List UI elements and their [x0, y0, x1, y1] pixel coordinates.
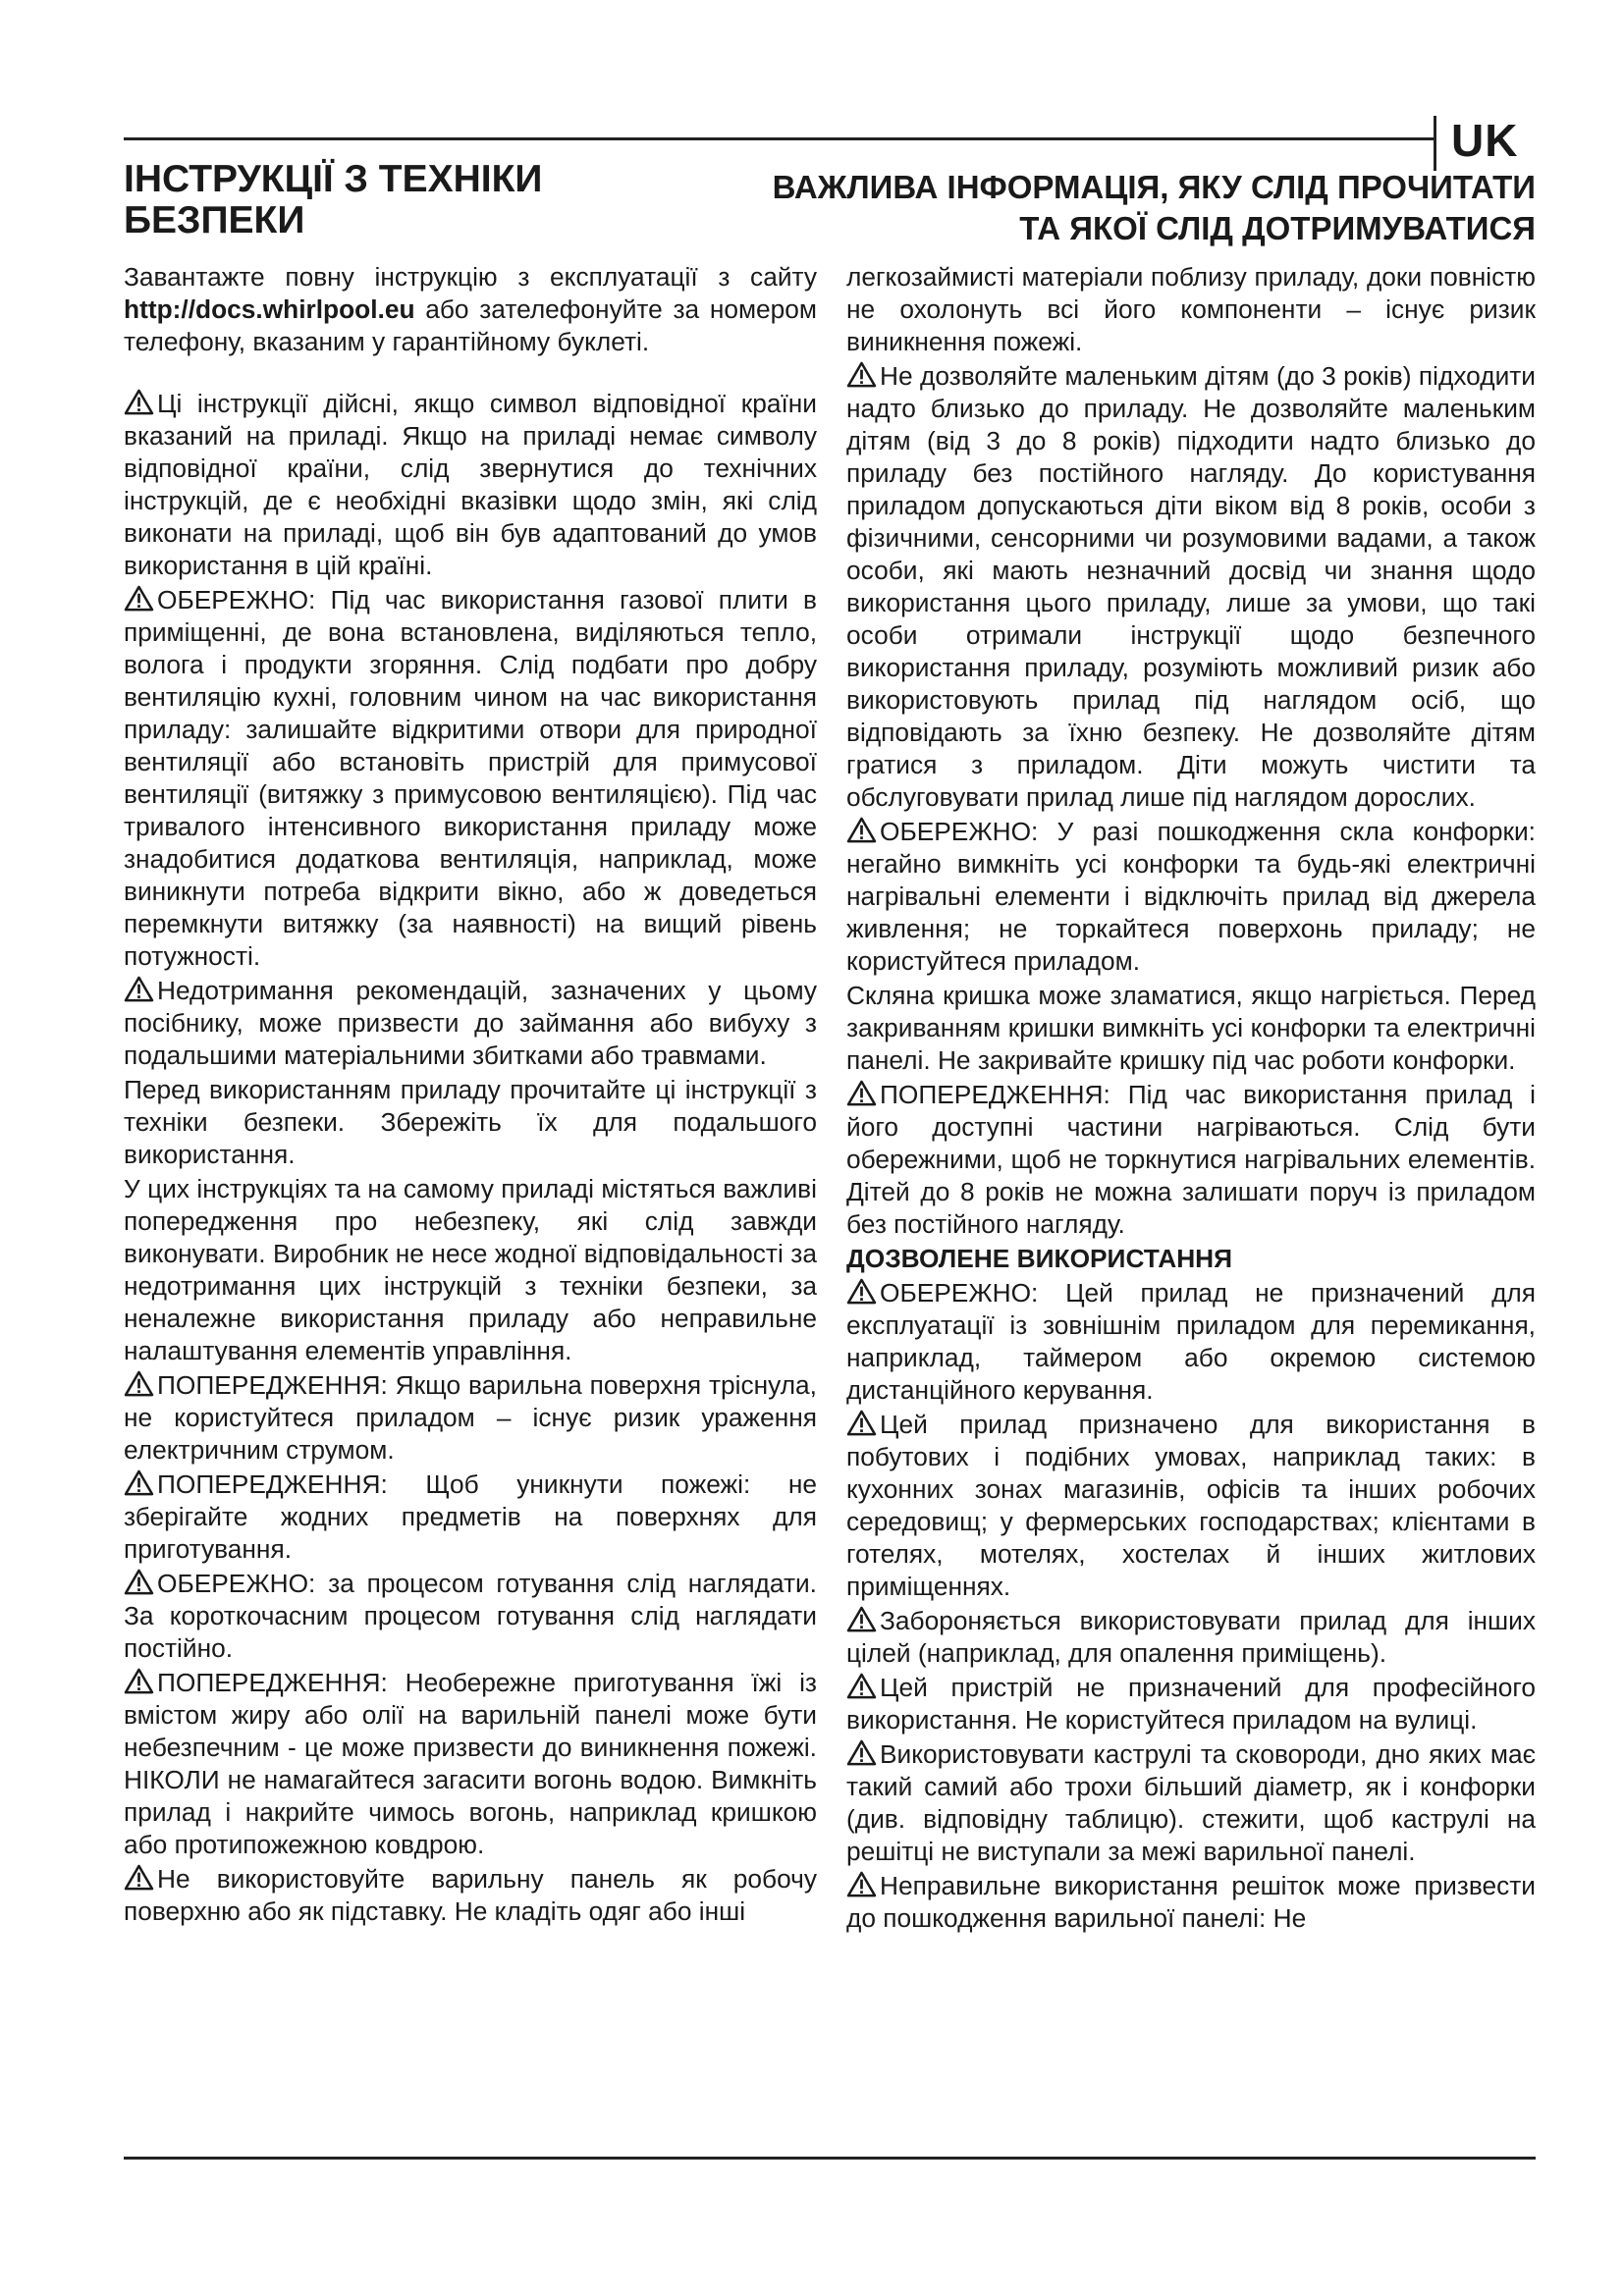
header-divider — [1434, 116, 1436, 171]
warning-icon — [124, 1370, 154, 1397]
subtitle-line-2: ТА ЯКОЇ СЛІД ДОТРИМУВАТИСЯ — [1019, 210, 1536, 246]
right-column — [846, 261, 1536, 1937]
warning-icon — [846, 1080, 877, 1106]
text-paragraph: Перед використанням приладу прочитайте ці інструкції з техніки безпеки. Збережіть їх для подальшого використання. — [124, 1075, 817, 1169]
warning-paragraph: Недотримання рекомендацій, зазначених у цьому посібнику, може призвести до займання або вибуху з подальшими матеріальними збитками або травмами. — [124, 976, 817, 1070]
warning-icon — [846, 1673, 877, 1699]
permitted-use-heading: ДОЗВОЛЕНЕ ВИКОРИСТАННЯ — [846, 1244, 1233, 1273]
intro-paragraph: Завантажте повну інструкцію з експлуатації з сайту http://docs.whirlpool.eu або зателефонуйте за номером телефону, вказаним у гарантійному буклеті. — [124, 262, 817, 356]
warning-paragraph: ПОПЕРЕДЖЕННЯ: Під час використання прилад і його доступні частини нагріваються. Слід бути обережними, щоб не торкнутися нагрівальних елементів. Дітей до 8 років не можна залишати поруч із приладом без постійного нагляду. — [846, 1080, 1536, 1239]
warning-paragraph: ПОПЕРЕДЖЕННЯ: Щоб уникнути пожежі: не зберігайте жодних предметів на поверхнях для приготування. — [124, 1469, 817, 1564]
warning-paragraph: Не використовуйте варильну панель як робочу поверхню або як підставку. Не кладіть одяг або інші — [124, 1864, 817, 1926]
text-paragraph: легкозаймисті матеріали поблизу приладу, доки повністю не охолонуть всі його компоненти – існує ризик виникнення пожежі. — [846, 262, 1536, 356]
top-rule — [124, 137, 1434, 140]
docs-link[interactable]: http://docs.whirlpool.eu — [124, 294, 415, 324]
language-code: UK — [1451, 115, 1519, 166]
text-paragraph: Скляна кришка може зламатися, якщо нагріється. Перед закриванням кришки вимкніть усі конфорки та електричні панелі. Не закривайте кришку під час роботи конфорки. — [846, 981, 1536, 1075]
warning-icon — [124, 1864, 154, 1891]
warning-icon — [846, 1278, 877, 1305]
warning-icon — [124, 1569, 154, 1595]
warning-icon — [846, 817, 877, 843]
warning-paragraph: ОБЕРЕЖНО: за процесом готування слід наглядати. За короткочасним процесом готування слід наглядати постійно. — [124, 1569, 817, 1663]
bottom-rule — [124, 2157, 1536, 2160]
warning-icon — [846, 361, 877, 388]
section-subtitle — [668, 167, 1536, 249]
warning-paragraph: Цей пристрій не призначений для професійного використання. Не користуйтеся приладом на вулиці. — [846, 1673, 1536, 1735]
warning-paragraph: ОБЕРЕЖНО: Цей прилад не призначений для експлуатації із зовнішнім приладом для перемикання, наприклад, таймером або окремою системою дистанційного керування. — [846, 1278, 1536, 1405]
warning-icon — [124, 585, 154, 612]
warning-icon — [846, 1410, 877, 1436]
warning-icon — [846, 1739, 877, 1766]
warning-paragraph: Неправильне використання решіток може призвести до пошкодження варильної панелі: Не — [846, 1871, 1536, 1933]
warning-paragraph: ПОПЕРЕДЖЕННЯ: Необережне приготування їжі із вмістом жиру або олії на варильній панелі може бути небезпечним - це може призвести до виникнення пожежі. НІКОЛИ не намагайтеся загасити вогонь водою. Вимкніть прилад і накрийте чимось вогонь, наприклад кришкою або протипожежною ковдрою. — [124, 1668, 817, 1859]
warning-paragraph: Ці інструкції дійсні, якщо символ відповідної країни вказаний на приладі. Якщо на приладі немає символу відповідної країни, слід звернутися до технічних інструкцій, де є необхідні вказівки щодо змін, які слід виконати на приладі, щоб він був адаптований до умов використання в цій країні. — [124, 389, 817, 580]
subtitle-line-1: ВАЖЛИВА ІНФОРМАЦІЯ, ЯКУ СЛІД ПРОЧИТАТИ — [772, 169, 1536, 205]
warning-paragraph: Забороняється використовувати прилад для інших цілей (наприклад, для опалення приміщень). — [846, 1606, 1536, 1668]
warning-icon — [846, 1606, 877, 1632]
warning-paragraph: ОБЕРЕЖНО: Під час використання газової плити в приміщенні, де вона встановлена, виділяються тепло, волога і продукти згоряння. Слід подбати про добру вентиляцію кухні, головним чином на час використання приладу: залишайте відкритими отвори для природної вентиляції або встановіть пристрій для примусової вентиляції (витяжку з примусовою вентиляцією). Під час тривалого інтенсивного використання приладу може знадобитися додаткова вентиляція, наприклад, може виникнути потреба відкрити вікно, або ж доведеться перемкнути витяжку (за наявності) на вищий рівень потужності. — [124, 585, 817, 971]
warning-paragraph: ПОПЕРЕДЖЕННЯ: Якщо варильна поверхня тріснула, не користуйтеся приладом – існує ризик ураження електричним струмом. — [124, 1370, 817, 1465]
warning-icon — [124, 1469, 154, 1496]
text-paragraph: У цих інструкціях та на самому приладі містяться важливі попередження про небезпеку, які слід завжди виконувати. Виробник не несе жодної відповідальності за недотримання цих інструкцій з техніки безпеки, за неналежне використання приладу або неправильне налаштування елементів управління. — [124, 1174, 817, 1365]
warning-icon — [124, 389, 154, 415]
warning-paragraph: ОБЕРЕЖНО: У разі пошкодження скла конфорки: негайно вимкніть усі конфорки та будь-які електричні нагрівальні елементи і відключіть прилад від джерела живлення; не торкайтеся поверхонь приладу; не користуйтеся приладом. — [846, 817, 1536, 976]
warning-paragraph: Не дозволяйте маленьким дітям (до 3 років) підходити надто близько до приладу. Не дозволяйте маленьким дітям (від 3 до 8 років) підходити надто близько до приладу без постійного нагляду. До користування приладом допускаються діти віком від 8 років, особи з фізичними, сенсорними чи розумовими вадами, а також особи, які мають незначний досвід чи знання щодо використання цього приладу, лише за умови, що такі особи отримали інструкції щодо безпечного використання приладу, розуміють можливий ризик або використовують прилад під наглядом осіб, що відповідають за їхню безпеку. Не дозволяйте дітям гратися з приладом. Діти можуть чистити та обслуговувати прилад лише під наглядом дорослих. — [846, 361, 1536, 812]
warning-icon — [124, 1668, 154, 1694]
left-column — [124, 261, 817, 1930]
section-title: ІНСТРУКЦІЇ З ТЕХНІКИ БЕЗПЕКИ — [124, 158, 543, 241]
warning-paragraph: Цей прилад призначено для використання в побутових і подібних умовах, наприклад таких: в кухонних зонах магазинів, офісів та інших робочих середовищ; у фермерських господарствах; клієнтами в готелях, мотелях, хостелах й інших житлових приміщеннях. — [846, 1410, 1536, 1601]
warning-icon — [124, 976, 154, 1002]
warning-icon — [846, 1871, 877, 1897]
warning-paragraph: Використовувати каструлі та сковороди, дно яких має такий самий або трохи більший діаметр, як і конфорки (див. відповідну таблицю). стежити, щоб каструлі на решітці не виступали за межі варильної панелі. — [846, 1739, 1536, 1866]
